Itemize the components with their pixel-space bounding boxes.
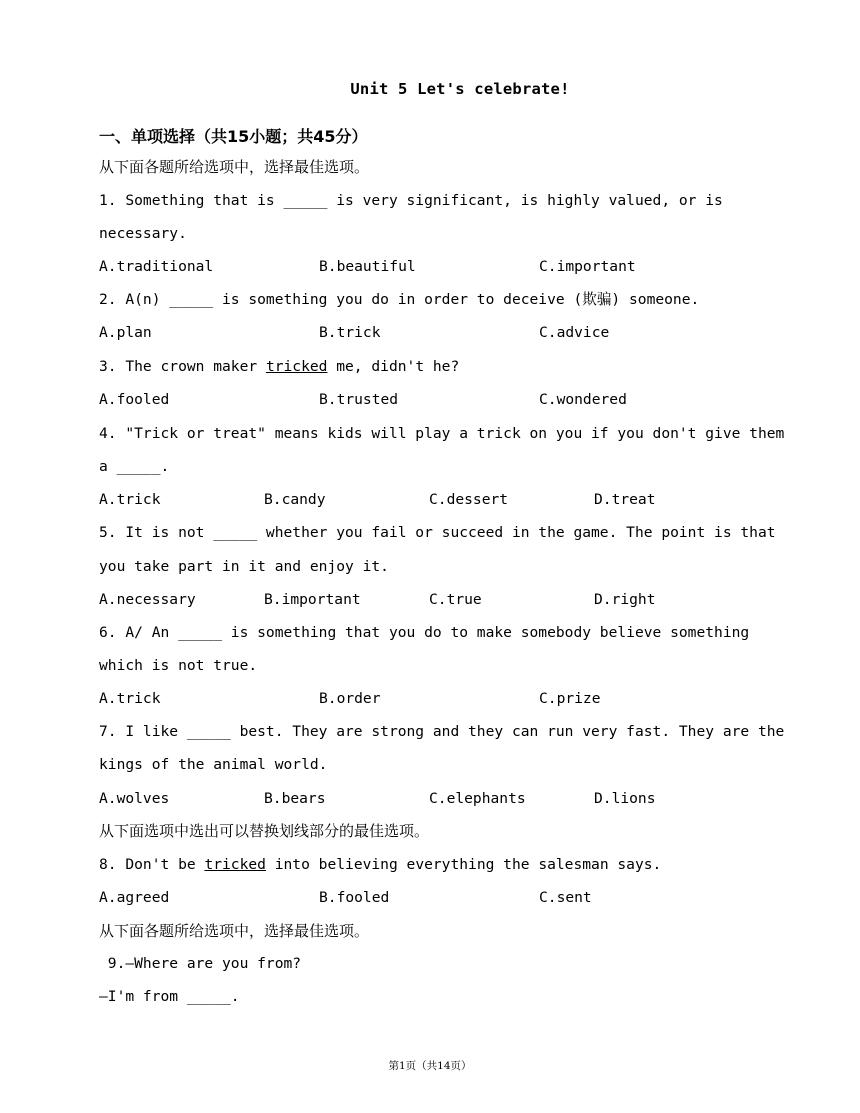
question-8-option-b: B.fooled [319,889,390,906]
question-7-option-a: A.wolves [99,790,170,807]
question-5-text-line-2: you take part in it and enjoy it. [99,558,389,575]
question-4-option-c: C.dessert [429,491,509,508]
question-7-text-line-1: 7. I like _____ best. They are strong and they can run very fast. They are the [99,723,785,740]
instruction-2: 从下面选项中选出可以替换划线部分的最佳选项。 [99,822,430,840]
page-title: Unit 5 Let's celebrate! [350,80,570,98]
question-6-option-b: B.order [319,690,381,707]
question-1-option-b: B.beautiful [319,258,416,275]
question-4-option-a: A.trick [99,491,161,508]
question-4-option-b: B.candy [264,491,326,508]
question-7-option-d: D.lions [594,790,656,807]
question-4-text-line-2: a _____. [99,458,170,475]
question-6-text-line-1: 6. A/ An _____ is something that you do to make somebody believe something [99,624,750,641]
question-3-text-before: 3. The crown maker [99,358,266,375]
question-2-text: 2. A(n) _____ is something you do in order to deceive (欺骗) someone. [99,291,700,308]
question-3-text [99,357,459,377]
underlined-word: tricked [204,856,266,873]
question-8-text-after: into believing everything the salesman says. [265,856,662,873]
question-6-option-a: A.trick [99,690,161,707]
question-4-option-d: D.treat [594,491,656,508]
question-3-option-c: C.wondered [539,391,627,408]
question-1-text-line-2: necessary. [99,225,187,242]
question-5-option-d: D.right [594,591,656,608]
question-2-option-a: A.plan [99,324,152,341]
page-footer: 第1页（共14页） [388,1060,472,1072]
question-1-text-line-1: 1. Something that is _____ is very significant, is highly valued, or is [99,192,723,209]
question-7-option-b: B.bears [264,790,326,807]
question-7-option-c: C.elephants [429,790,526,807]
question-6-option-c: C.prize [539,690,601,707]
question-7-text-line-2: kings of the animal world. [99,756,328,773]
instruction-3: 从下面各题所给选项中，选择最佳选项。 [99,922,370,940]
question-1-option-a: A.traditional [99,258,214,275]
underlined-word: tricked [265,358,328,375]
question-5-option-c: C.true [429,591,482,608]
question-4-text-line-1: 4. "Trick or treat" means kids will play a trick on you if you don't give them [99,425,785,442]
question-5-text-line-1: 5. It is not _____ whether you fail or succeed in the game. The point is that [99,524,776,541]
question-8-option-c: C.sent [539,889,592,906]
question-5-option-a: A.necessary [99,591,196,608]
question-1-option-c: C.important [539,258,636,275]
question-8-option-a: A.agreed [99,889,170,906]
question-2-option-b: B.trick [319,324,381,341]
question-9-text-line-2: —I'm from _____. [99,988,240,1005]
question-3-text-after: me, didn't he? [327,358,460,375]
question-8-text [99,855,661,875]
section-heading: 一、单项选择（共15小题；共45分） [99,127,368,146]
question-3-option-a: A.fooled [99,391,170,408]
question-9-text-line-1: 9.—Where are you from? [99,955,302,972]
question-3-option-b: B.trusted [319,391,399,408]
question-6-text-line-2: which is not true. [99,657,258,674]
question-2-option-c: C.advice [539,324,610,341]
question-5-option-b: B.important [264,591,361,608]
instruction-1: 从下面各题所给选项中，选择最佳选项。 [99,158,370,176]
question-8-text-before: 8. Don't be [99,856,205,873]
